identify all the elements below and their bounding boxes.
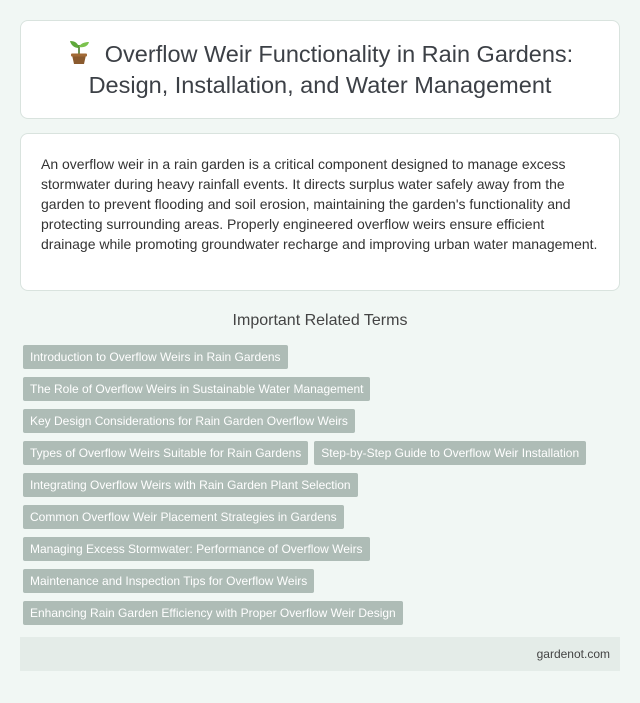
title-card	[20, 20, 620, 119]
related-terms-heading: Important Related Terms	[232, 312, 408, 329]
footer	[20, 637, 620, 671]
related-term-tag[interactable]: Managing Excess Stormwater: Performance of Overflow Weirs	[23, 537, 370, 561]
related-term-tag[interactable]: Introduction to Overflow Weirs in Rain Gardens	[23, 345, 288, 369]
intro-card	[20, 133, 620, 291]
related-term-tag[interactable]: Key Design Considerations for Rain Garden Overflow Weirs	[23, 409, 355, 433]
related-term-tag[interactable]: Maintenance and Inspection Tips for Overflow Weirs	[23, 569, 314, 593]
related-term-tag[interactable]: Integrating Overflow Weirs with Rain Garden Plant Selection	[23, 473, 358, 497]
intro-text: An overflow weir in a rain garden is a critical component designed to manage excess stormwater during heavy rainfall events. It directs surplus water safely away from the garden to prevent flooding and soil erosion, maintaining the garden's functionality and protecting surrounding areas. Properly engineered overflow weirs ensure efficient drainage while promoting groundwater recharge and improving urban water management.	[41, 156, 598, 252]
page-title-text: Overflow Weir Functionality in Rain Gardens: Design, Installation, and Water Management	[88, 40, 574, 98]
sprout-icon	[67, 39, 91, 65]
related-term-tag[interactable]: The Role of Overflow Weirs in Sustainable Water Management	[23, 377, 370, 401]
related-term-tag[interactable]: Common Overflow Weir Placement Strategies in Gardens	[23, 505, 344, 529]
related-term-tag[interactable]: Step-by-Step Guide to Overflow Weir Installation	[314, 441, 586, 465]
related-terms-section	[20, 311, 620, 625]
footer-site-link[interactable]: gardenot.com	[536, 647, 610, 661]
page-title	[41, 39, 599, 101]
related-term-tag[interactable]: Enhancing Rain Garden Efficiency with Proper Overflow Weir Design	[23, 601, 403, 625]
related-term-tag[interactable]: Types of Overflow Weirs Suitable for Rain Gardens	[23, 441, 308, 465]
related-terms-list	[20, 345, 620, 625]
